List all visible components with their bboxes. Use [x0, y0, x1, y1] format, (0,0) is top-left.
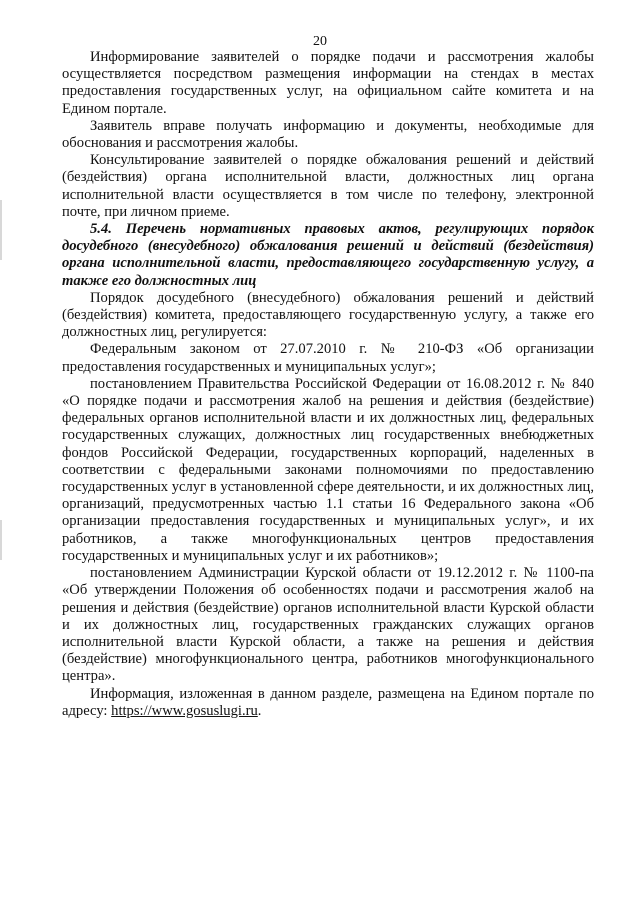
scan-edge-mark: [0, 200, 2, 260]
portal-info-text: Информация, изложенная в данном разделе, размещена на Едином портале по адресу:: [62, 685, 594, 719]
section-heading: 5.4. Перечень нормативных правовых актов, регулирующих порядок досудебного (внесудебного) обжалования решений и действий (бездействия) органа исполнительной власти, предоставляющего государственную услугу, а также его должностных лиц: [62, 221, 594, 289]
scan-edge-mark: [0, 520, 2, 560]
page-number: 20: [313, 34, 327, 49]
paragraph-government-resolution: постановлением Правительства Российской Федерации от 16.08.2012 г. № 840 «О порядке подачи и рассмотрения жалоб на решения и действия (бездействие) федеральных органов исполнительной власти и их должностных лиц, федеральных государственных служащих, должностных лиц государственных внебюджетных фондов Российской Федерации, государственных корпораций, наделенных в соответствии с федеральными законами полномочиями по предоставлению государственных услуг в установленной сфере деятельности, и их должностных лиц, организаций, предусмотренных частью 1.1 статьи 16 Федерального закона «Об организации предоставления государственных и муниципальных услуг», и их работников, а также многофункциональных центров предоставления государственных и муниципальных услуг и их работников»;: [62, 375, 594, 564]
portal-info-end: .: [257, 702, 262, 719]
paragraph-regulation-intro: Порядок досудебного (внесудебного) обжалования решений и действий (бездействия) комитета, предоставляющего государственную услугу, а также его должностных лиц, регулируется:: [62, 289, 594, 341]
gosuslugi-link[interactable]: https://www.gosuslugi.ru: [111, 702, 258, 719]
paragraph-federal-law: Федеральным законом от 27.07.2010 г. № 210-ФЗ «Об организации предоставления государственных и муниципальных услуг»;: [62, 341, 594, 375]
paragraph-informing: Информирование заявителей о порядке подачи и рассмотрения жалобы осуществляется посредством размещения информации на стендах в местах предоставления государственных услуг, на официальном сайте комитета и на Едином портале.: [62, 49, 594, 117]
document-body: [62, 49, 594, 720]
paragraph-portal-info: [62, 686, 594, 720]
paragraph-consulting: Консультирование заявителей о порядке обжалования решений и действий (бездействия) органа исполнительной власти, должностных лиц органа исполнительной власти осуществляется в том числе по телефону, электронной почте, при личном приеме.: [62, 152, 594, 220]
paragraph-right-to-info: Заявитель вправе получать информацию и документы, необходимые для обоснования и рассмотрения жалобы.: [62, 117, 594, 152]
paragraph-regional-resolution: постановлением Администрации Курской области от 19.12.2012 г. № 1100-па «Об утверждении Положения об особенностях подачи и рассмотрения жалоб на решения и действия (бездействие) органов исполнительной власти Курской области и их должностных лиц, государственных гражданских служащих органов исполнительной власти Курской области, а также на решения и действия (бездействие) многофункционального центра, работников многофункционального центра».: [62, 565, 594, 685]
